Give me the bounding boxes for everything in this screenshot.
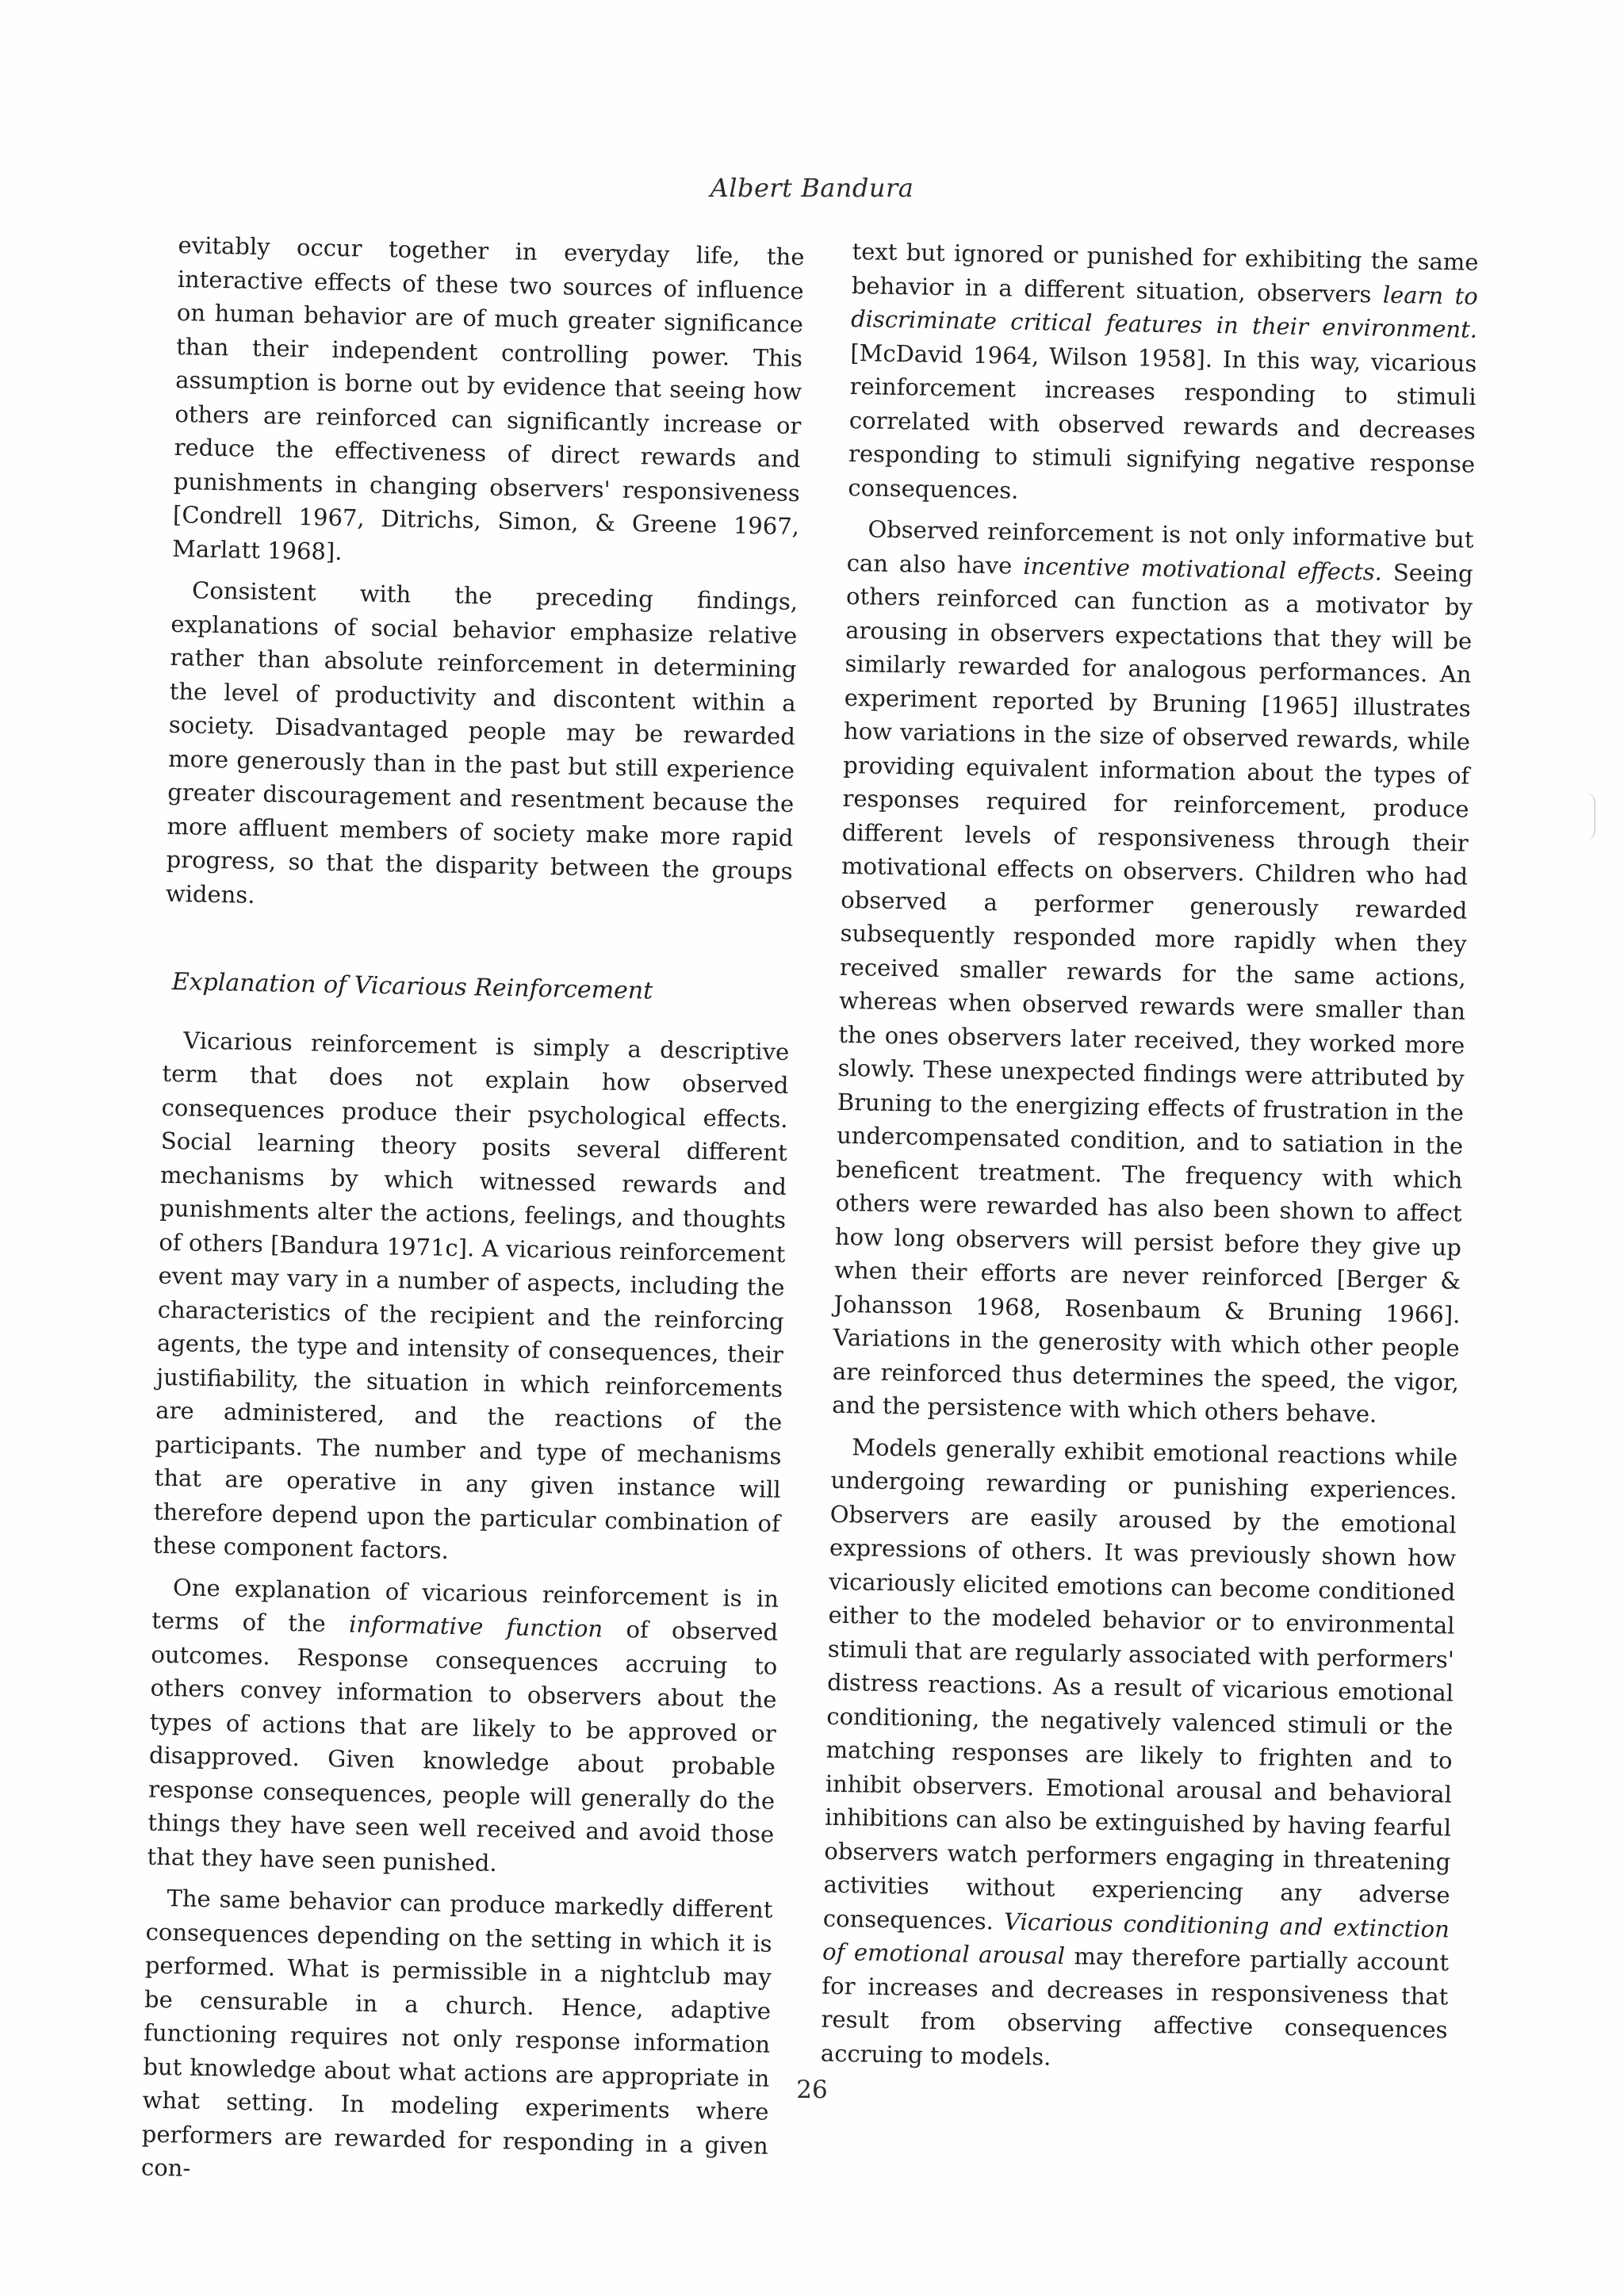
paragraph: Consistent with the preceding findings, explanations of social behavior emphasize relative rather than absolute reinforcement in determining the level of productivity and discontent within a society. Disadvantaged people may be rewarded more generously than in the past but still experience greater discouragement and resentment because the more affluent members of society make more rapid progress, so that the disparity between the groups widens. <box>165 576 799 909</box>
paragraph: text but ignored or punished for exhibiting the same behavior in a different situation, observers learn to discriminate critical features in their environment. [McDavid 1964, Wilson 1958]. In this way, vicarious reinforcement increases responding to stimuli correlated with observed rewards and decreases responding to stimuli signifying negative response consequences. <box>848 237 1479 504</box>
running-head: Albert Bandura <box>710 173 914 203</box>
section-heading: Explanation of Vicarious Reinforcement <box>171 968 653 1005</box>
page-number: 26 <box>796 2076 828 2104</box>
left-column <box>140 228 804 2204</box>
emphasis: informative function <box>348 1610 603 1643</box>
right-column <box>820 235 1478 2088</box>
emphasis: incentive motivational effects. <box>1023 552 1383 586</box>
paragraph: Vicarious reinforcement is simply a descriptive term that does not explain how observed consequences produce their psychological effects. Social learning theory posits several different mechanisms by which witnessed rewards and punishments alter the actions, feelings, and thoughts of others [Bandura 1971c]. A vicarious reinforcement event may vary in a number of aspects, including the characteristics of the recipient and the reinforcing agents, the type and intensity of consequences, their justifiability, the situation in which reinforcements are administered, and the reactions of the participants. The number and type of mechanisms that are operative in any given instance will therefore depend upon the particular combination of these component factors. <box>152 1026 790 1564</box>
paragraph: evitably occur together in everyday life, the interactive effects of these two sources of influence on human behavior are of much greater significance than their independent controlling power. This assumption is borne out by evidence that seeing how others are reinforced can significantly increase or reduce the effectiveness of direct rewards and punishments in changing observers' responsiveness [Condrell 1967, Ditrichs, Simon, & Greene 1967, Marlatt 1968]. <box>171 231 805 565</box>
emphasis: learn to discriminate critical features in their environment. <box>850 281 1479 343</box>
paragraph: One explanation of vicarious reinforcement is in terms of the informative function of observed outcomes. Response consequences accruing to others convey information to observers about the types of actions that are likely to be approved or disapproved. Given knowledge about probable response consequences, people will generally do the things they have seen well received and avoid those that they have seen punished. <box>147 1573 779 1877</box>
emphasis: Vicarious conditioning and extinction of emotional arousal <box>822 1908 1450 1970</box>
scan-mark <box>1586 793 1595 840</box>
paragraph: Observed reinforcement is not only informative but can also have incentive motivational effects. Seeing others reinforced can function as a motivator by arousing in observers expectations that they will be similarly rewarded for analogous performances. An experiment reported by Bruning [1965] illustrates how variations in the size of observed rewards, while providing equivalent information about the types of responses required for reinforcement, produce different levels of responsiveness through their motivational effects on observers. Children who had observed a performer generously rewarded subsequently responded more rapidly when they received smaller rewards for the same actions, whereas when observed rewards were smaller than the ones observers later received, they worked more slowly. These unexpected findings were attributed by Bruning to the energizing effects of frustration in the undercompensated condition, and to satiation in the beneficent treatment. The frequency with which others were rewarded has also been shown to affect how long observers will persist before they give up when their efforts are never reinforced [Berger & Johansson 1968, Rosenbaum & Bruning 1966]. Variations in the generosity with which other people are reinforced thus determines the speed, the vigor, and the persistence with which others behave. <box>831 515 1474 1428</box>
paragraph: Models generally exhibit emotional reactions while undergoing rewarding or punishing experiences. Observers are easily aroused by the emotional expressions of others. It was previously shown how vicariously elicited emotions can become conditioned either to the modeled behavior or to environmental stimuli that are regularly associated with performers' distress reactions. As a result of vicarious emotional conditioning, the negatively valenced stimuli or the matching responses are likely to frighten and to inhibit observers. Emotional arousal and behavioral inhibitions can also be extinguished by having fearful observers watch performers engaging in threatening activities without experiencing any adverse consequences. Vicarious conditioning and extinction of emotional arousal may therefore partially account for increases and decreases in responsiveness that result from observing affective consequences accruing to models. <box>820 1433 1458 2071</box>
paragraph: The same behavior can produce markedly different consequences depending on the setting in which it is performed. What is permissible in a nightclub may be censurable in a church. Hence, adaptive functioning requires not only response information but knowledge about what actions are appropriate in what setting. In modeling experiments where performers are rewarded for responding in a given con- <box>140 1885 773 2182</box>
